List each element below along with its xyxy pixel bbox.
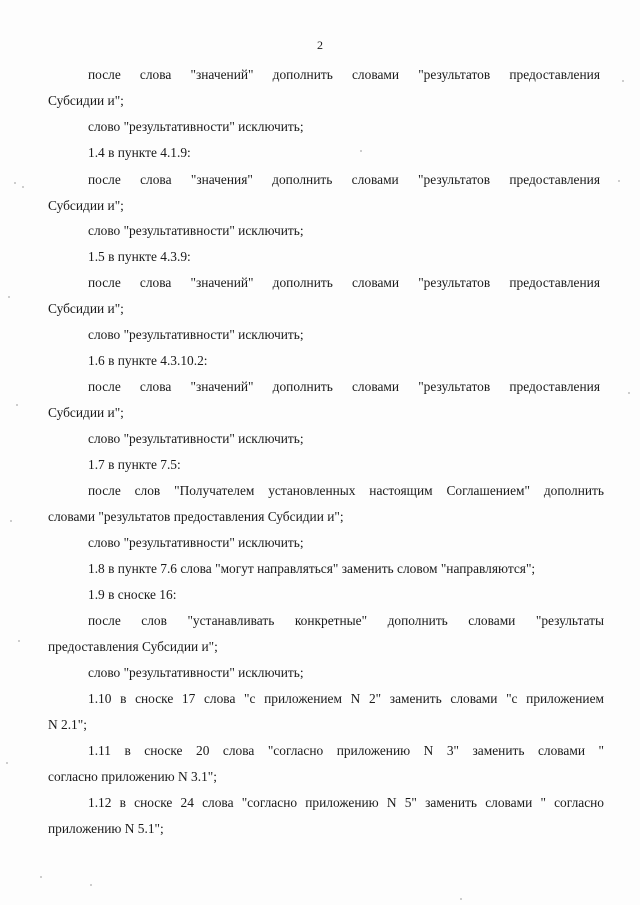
text-line: согласно приложению N 3.1"; xyxy=(48,769,217,784)
text-line: слово "результативности" исключить; xyxy=(88,665,304,680)
text-line: Субсидии и"; xyxy=(48,198,124,213)
text-line: после слов "Получателем установленных настоящим Соглашением" дополнить xyxy=(88,483,604,498)
text-line: 1.9 в сноске 16: xyxy=(88,587,177,602)
text-line: 1.12 в сноске 24 слова "согласно приложению N 5" заменить словами " согласно xyxy=(88,795,604,810)
scan-speck xyxy=(460,898,462,900)
text-line: после слова "значений" дополнить словами "результатов предоставления xyxy=(88,275,600,290)
scan-speck xyxy=(8,296,10,298)
scan-speck xyxy=(16,404,18,406)
text-line: после слова "значения" дополнить словами "результатов предоставления xyxy=(88,172,600,187)
scan-speck xyxy=(6,762,8,764)
text-line: после слова "значений" дополнить словами "результатов предоставления xyxy=(88,67,600,82)
text-line: Субсидии и"; xyxy=(48,301,124,316)
scan-speck xyxy=(40,876,42,878)
scan-speck xyxy=(22,186,24,188)
text-line: 1.5 в пункте 4.3.9: xyxy=(88,249,191,264)
text-line: после слов "устанавливать конкретные" дополнить словами "результаты xyxy=(88,613,604,628)
text-line: слово "результативности" исключить; xyxy=(88,431,304,446)
text-line: словами "результатов предоставления Субсидии и"; xyxy=(48,509,344,524)
text-line: после слова "значений" дополнить словами "результатов предоставления xyxy=(88,379,600,394)
text-line: 1.10 в сноске 17 слова "с приложением N 2" заменить словами "с приложением xyxy=(88,691,604,706)
text-line: N 2.1"; xyxy=(48,717,87,732)
text-line: 1.4 в пункте 4.1.9: xyxy=(88,145,191,160)
scan-speck xyxy=(622,80,624,82)
text-line: слово "результативности" исключить; xyxy=(88,327,304,342)
scan-speck xyxy=(90,884,92,886)
text-line: слово "результативности" исключить; xyxy=(88,535,304,550)
text-line: Субсидии и"; xyxy=(48,405,124,420)
text-line: слово "результативности" исключить; xyxy=(88,223,304,238)
scan-speck xyxy=(18,640,20,642)
page-number: 2 xyxy=(317,38,323,52)
text-line: слово "результативности" исключить; xyxy=(88,119,304,134)
scan-speck xyxy=(14,182,16,184)
text-line: Субсидии и"; xyxy=(48,93,124,108)
scan-speck xyxy=(628,392,630,394)
text-line: 1.6 в пункте 4.3.10.2: xyxy=(88,353,208,368)
text-line: 1.8 в пункте 7.6 слова "могут направляться" заменить словом "направляются"; xyxy=(88,561,536,576)
text-line: 1.11 в сноске 20 слова "согласно приложению N 3" заменить словами " xyxy=(88,743,604,758)
scan-speck xyxy=(618,180,620,182)
text-line: приложению N 5.1"; xyxy=(48,821,164,836)
scan-speck xyxy=(360,150,362,152)
scan-speck xyxy=(10,520,12,522)
text-line: 1.7 в пункте 7.5: xyxy=(88,457,181,472)
text-line: предоставления Субсидии и"; xyxy=(48,639,218,654)
